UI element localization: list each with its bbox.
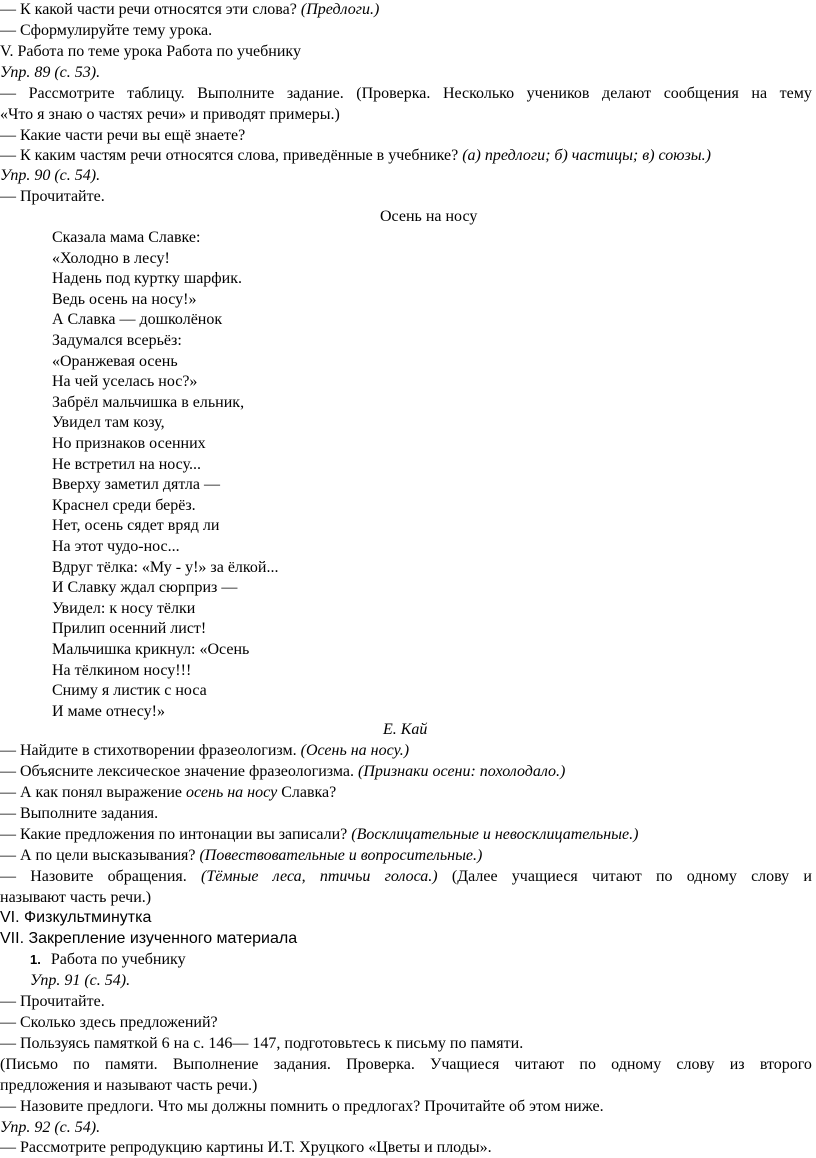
question-line: — Какие предложения по интонации вы записали? (Восклицательные и невосклицательные.) [0,826,639,843]
word: Несколько [442,85,515,102]
poem-line: Вверху заметил дятла — [52,476,220,494]
word: тему [779,85,812,102]
instruction-line: — Пользуясь памяткой 6 на с. 146— 147, подготовьтесь к письму по памяти. [0,1035,524,1052]
question-line: — А по цели высказывания? (Повествовательные и вопросительные.) [0,847,483,864]
section-heading-vi: VI. Физкультминутка [0,909,152,926]
word: Выполните [197,85,275,102]
word: обращения. [107,868,187,885]
exercise-ref: Упр. 91 (с. 54). [30,972,131,989]
word: леса, [272,868,306,885]
exercise-ref: Упр. 92 (с. 54). [0,1119,101,1136]
text-line: предложения и называют часть речи.) [0,1077,258,1094]
word: (Далее [451,868,498,885]
poem-line: Забрёл мальчишка в ельник, [52,393,245,411]
poem-line: На чей уселась нос?» [52,373,198,391]
word: слову [751,868,790,885]
word: и [803,868,812,885]
word: по [655,868,673,885]
word: читают [514,1056,565,1073]
poem-line: Но признаков осенних [52,435,206,452]
instruction-line: — Рассмотрите репродукцию картины И.Т. Хруцкого «Цветы и плоды». [0,1139,492,1156]
poem-title: Осень на носу [380,208,478,225]
word: на [751,85,768,102]
poem-line: А Славка — дошколёнок [52,311,223,329]
word: птичьи [319,868,371,885]
numbered-item: 1. Работа по учебнику [30,951,186,968]
instruction-line: — Прочитайте. [0,188,105,205]
word: делают [602,85,652,102]
word: Учащиеся [430,1056,500,1073]
instruction-line: — Выполните задания. [0,805,159,822]
word: — [0,868,16,885]
question-line: — Сколько здесь предложений? [0,1014,218,1031]
exercise-ref: Упр. 90 (с. 54). [0,167,101,184]
word: учеников [526,85,590,102]
word: (Проверка. [356,85,431,102]
word: (Письмо [0,1056,58,1073]
question-line: — А как понял выражение осень на носу Славка? [0,784,337,801]
justified-line [0,1055,812,1075]
word: одному [611,1056,662,1073]
word: из [729,1056,745,1073]
question-line: — Назовите предлоги. Что мы должны помнить о предлогах? Прочитайте об этом ниже. [0,1098,604,1115]
word: Проверка. [346,1056,415,1073]
poem-line: Краснел среди берёз. [52,496,196,514]
word: сообщения [663,85,739,102]
word: Выполнение [172,1056,259,1073]
justified-line [0,84,812,104]
word: таблицу. [127,85,185,102]
text-line: называют часть речи.) [0,889,152,906]
word: Рассмотрите [28,85,115,102]
poem-line: Сниму я листик с носа [52,682,207,700]
word: по [73,1056,90,1073]
poem-line: «Холодно в лесу! [52,249,170,267]
poem-line: Надень под куртку шарфик. [52,270,242,288]
instruction-line: — Прочитайте. [0,993,105,1010]
poem-line: Увидел: к носу тёлки [52,599,196,617]
poem-line: И маме отнесу!» [52,702,165,720]
question-line: — Найдите в стихотворении фразеологизм. (Осень на носу.) [0,742,410,759]
word: читают [592,868,642,885]
word: слову [676,1056,715,1073]
poem-line: На тёлкином носу!!! [52,661,192,679]
poem-line: Сказала мама Славке: [52,229,201,246]
exercise-ref: Упр. 89 (с. 53). [0,64,101,81]
word: — [0,85,16,102]
word: учащиеся [511,868,578,885]
question-line: — К какой части речи относятся эти слова? (Предлоги.) [0,1,380,18]
poem-line: Вдруг тёлка: «Му - у!» за ёлкой... [52,558,279,576]
word: второго [759,1056,812,1073]
word: Назовите [30,868,94,885]
poem-line: И Славку ждал сюрприз — [52,579,238,597]
item-number: 1. [30,952,41,967]
poem-line: Нет, осень сядет вряд ли [52,517,220,535]
section-heading-v: V. Работа по теме урока Работа по учебнику [0,43,301,60]
poem-line: Прилип осенний лист! [52,620,207,638]
word: задание. [286,85,344,102]
justified-line [0,867,812,887]
word: голоса.) [384,868,438,885]
poem-line: Увидел там козу, [52,414,165,432]
poem-line: Задумался всерьёз: [52,332,182,349]
instruction-line: — Сформулируйте тему урока. [0,22,213,39]
word: (Тёмные [201,868,259,885]
question-line: — Какие части речи вы ещё знаете? [0,127,246,144]
poem-author: Е. Кай [383,721,428,738]
poem-line: Ведь осень на носу!» [52,290,197,308]
word: по [579,1056,596,1073]
word: одному [686,868,737,885]
poem-line: Не встретил на носу... [52,455,201,473]
poem-line: Мальчишка крикнул: «Осень [52,641,250,658]
question-line: — Объясните лексическое значение фразеологизма. (Признаки осени: похолодало.) [0,763,566,780]
question-line: — К каким частям речи относятся слова, приведённые в учебнике? (а) предлоги; б) частицы; в) союзы.) [0,147,711,164]
poem-line: «Оранжевая осень [52,352,178,370]
poem-line: На этот чудо-нос... [52,538,180,555]
text-line: «Что я знаю о частях речи» и приводят примеры.) [0,106,340,123]
word: памяти. [104,1056,158,1073]
section-heading-vii: VII. Закрепление изученного материала [0,930,298,947]
word: задания. [273,1056,331,1073]
